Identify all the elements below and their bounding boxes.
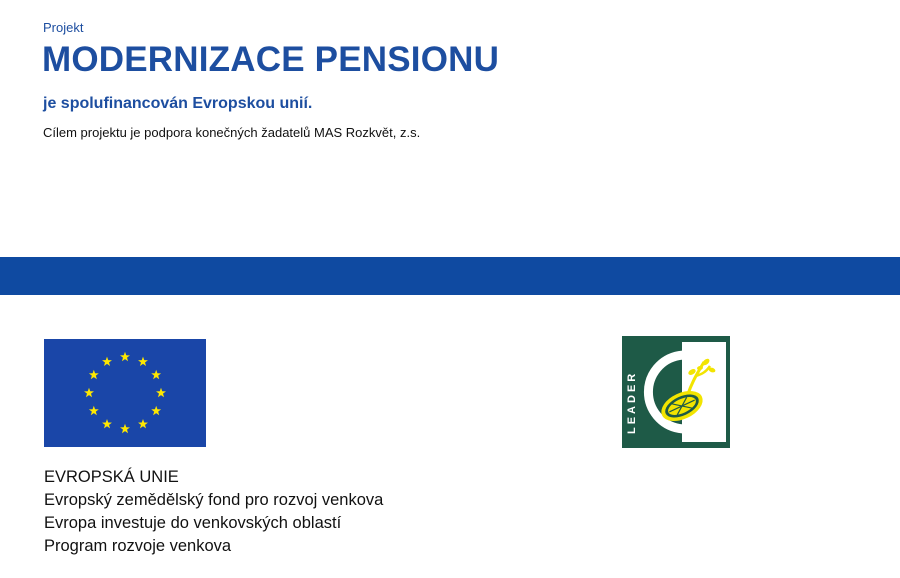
fund-motto: Evropa investuje do venkovských oblastí [44,514,342,532]
eu-label: EVROPSKÁ UNIE [44,468,179,486]
cofinanced-text: je spolufinancován Evropskou unií. [43,95,313,112]
eu-funding-info [44,466,383,558]
blue-band-divider [0,257,900,295]
leader-logo-icon [622,336,730,448]
project-label: Projekt [43,20,84,35]
program-name: Program rozvoje venkova [44,537,232,555]
fund-name: Evropský zemědělský fond pro rozvoj venkova [44,491,384,509]
project-goal-text: Cílem projektu je podpora konečných žadatelů MAS Rozkvět, z.s. [43,125,421,140]
project-title: MODERNIZACE PENSIONU [42,40,500,79]
eu-flag-icon [44,339,206,447]
leader-logo-text: LEADER [626,370,638,434]
